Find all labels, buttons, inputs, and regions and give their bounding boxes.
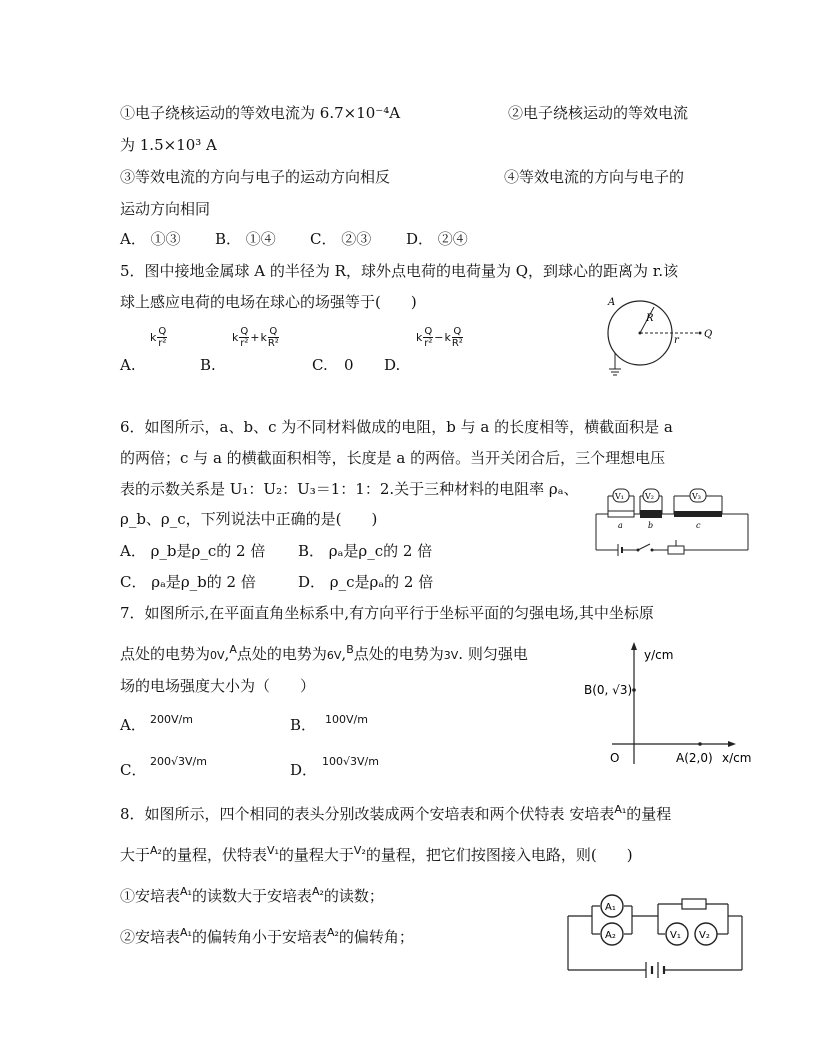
q4-answer-b: B． ①④ bbox=[215, 230, 276, 248]
q7-label-d: D． bbox=[290, 761, 318, 779]
voltmeter-v2-fig-label: V₂ bbox=[699, 930, 710, 941]
q5-stem-2: 球上感应电荷的电场在球心的场强等于( ) bbox=[120, 293, 417, 311]
q5-stem-1: 5．图中接地金属球 A 的半径为 R，球外点电荷的电荷量为 Q，到球心的距离为 r.该 bbox=[120, 262, 679, 280]
q6-stem-4: ρ_b、ρ_c，下列说法中正确的是( ) bbox=[120, 510, 378, 528]
q5-label-a: A. bbox=[120, 356, 136, 374]
q7-option-d: 100√3V/m bbox=[322, 755, 379, 768]
q4-option-4-cont: 运动方向相同 bbox=[120, 200, 211, 218]
origin-label: O bbox=[610, 751, 620, 765]
q7-label-c: C． bbox=[120, 761, 147, 779]
q5-formula-b: k $\frac{Q}{\text{r²}}$ + k $\frac{Q}{\text{R²}}$ bbox=[232, 326, 279, 349]
q7-stem-3: 场的电场强度大小为（ ） bbox=[120, 677, 316, 695]
q8-stem-2: 大于$^{A_2}$的量程，伏特表$^{V_1}$的量程大于$^{V_2}$的量程，把它们按图接入电路，则( ) bbox=[120, 844, 633, 864]
coordinate-axes-figure bbox=[582, 640, 762, 770]
voltmeter-v1-label: V₁ bbox=[615, 492, 624, 501]
q7-stem-2: 点处的电势为0V,$^A$点处的电势为6V,$^B$点处的电势为3V. 则匀强电 bbox=[120, 643, 528, 663]
grounded-sphere-figure bbox=[600, 295, 720, 385]
voltmeter-v2-label: V₂ bbox=[645, 492, 654, 501]
q5-formula-d: k $\frac{Q}{\text{r²}}$ − k $\frac{Q}{\text{R²}}$ bbox=[416, 326, 463, 349]
y-axis-label: y/cm bbox=[644, 648, 674, 662]
q6-stem-3: 表的示数关系是 U₁：U₂：U₃＝1：1：2.关于三种材料的电阻率 ρₐ、 bbox=[120, 480, 579, 498]
q5-label-c: C. bbox=[312, 356, 328, 374]
q7-label-a: A． bbox=[120, 716, 146, 734]
q4-answer-a: A． ①③ bbox=[120, 230, 181, 248]
charge-label: Q bbox=[704, 329, 713, 340]
q7-option-a: 200V/m bbox=[150, 713, 193, 726]
q6-option-d: D． ρ_c是ρₐ的 2 倍 bbox=[298, 573, 434, 591]
q5-label-d: D. bbox=[384, 356, 401, 374]
resistor-c-label: c bbox=[696, 521, 701, 530]
resistor-b-label: b bbox=[648, 521, 654, 530]
distance-label: r bbox=[674, 335, 679, 346]
q4-option-1: ①电子绕核运动的等效电流为 6.7×10⁻⁴A bbox=[120, 104, 401, 122]
x-axis-label: x/cm bbox=[722, 751, 752, 765]
point-a-label: A(2,0) bbox=[676, 751, 713, 765]
q8-stem-1: 8．如图所示，四个相同的表头分别改装成两个安培表和两个伏特表 安培表$^{A_1}$的量程 bbox=[120, 803, 672, 823]
q4-option-2-cont: 为 1.5×10³ A bbox=[120, 136, 217, 154]
q8-statement-2: ②安培表$^{A_1}$的偏转角小于安培表$^{A_2}$的偏转角； bbox=[120, 926, 414, 946]
voltmeter-v1-fig-label: V₁ bbox=[670, 930, 681, 941]
q8-statement-1: ①安培表$^{A_1}$的读数大于安培表$^{A_2}$的读数； bbox=[120, 885, 384, 905]
q4-answer-c: C． ②③ bbox=[310, 230, 372, 248]
q6-stem-1: 6．如图所示，a、b、c 为不同材料做成的电阻，b 与 a 的长度相等，横截面积是 a bbox=[120, 418, 673, 436]
ammeter-a2-label: A₂ bbox=[605, 930, 616, 941]
q5-formula-a: k $\frac{Q}{\text{r²}}$ bbox=[150, 326, 167, 349]
resistor-a-label: a bbox=[618, 521, 623, 530]
q7-option-c: 200√3V/m bbox=[150, 755, 207, 768]
q6-option-b: B． ρₐ是ρ_c的 2 倍 bbox=[298, 542, 433, 560]
sphere-label-a: A bbox=[608, 297, 616, 308]
resistor-circuit-figure bbox=[588, 486, 758, 562]
meter-circuit-figure bbox=[566, 888, 746, 974]
q4-option-4: ④等效电流的方向与电子的 bbox=[504, 168, 685, 186]
q7-stem-1: 7．如图所示,在平面直角坐标系中,有方向平行于坐标平面的匀强电场,其中坐标原 bbox=[120, 604, 654, 622]
q6-option-a: A． ρ_b是ρ_c的 2 倍 bbox=[120, 542, 266, 560]
q6-stem-2: 的两倍；c 与 a 的横截面积相等，长度是 a 的两倍。当开关闭合后，三个理想电压 bbox=[120, 449, 666, 467]
ammeter-a1-label: A₁ bbox=[605, 902, 616, 913]
voltmeter-v3-label: V₃ bbox=[692, 492, 701, 501]
q4-option-3: ③等效电流的方向与电子的运动方向相反 bbox=[120, 168, 391, 186]
point-b-label: B(0, √3) bbox=[584, 683, 633, 697]
q5-label-b: B. bbox=[200, 356, 216, 374]
radius-label: R bbox=[646, 313, 654, 324]
q7-label-b: B． bbox=[290, 716, 317, 734]
q4-answer-d: D． ②④ bbox=[406, 230, 468, 248]
q7-option-b: 100V/m bbox=[325, 713, 368, 726]
q6-option-c: C． ρₐ是ρ_b的 2 倍 bbox=[120, 573, 256, 591]
q4-option-2: ②电子绕核运动的等效电流 bbox=[508, 104, 689, 122]
q5-value-c: 0 bbox=[344, 356, 354, 374]
